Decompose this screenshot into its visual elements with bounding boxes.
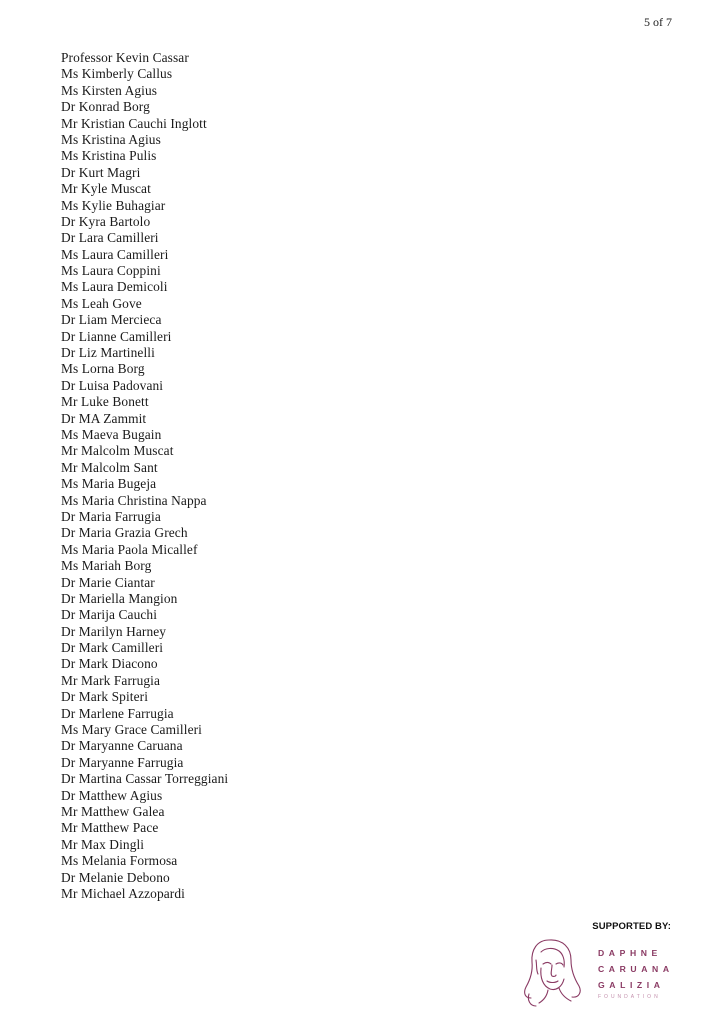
list-item: Dr Marija Cauchi — [61, 607, 158, 623]
list-item: Dr Mark Spiteri — [61, 689, 149, 705]
logo-line-daphne: DAPHNE — [598, 948, 662, 958]
list-item: Mr Matthew Pace — [61, 820, 159, 836]
list-item: Mr Malcolm Sant — [61, 459, 158, 475]
list-item: Mr Malcolm Muscat — [61, 443, 174, 459]
logo-line-foundation: FOUNDATION — [598, 994, 661, 1000]
list-item: Dr Maryanne Farrugia — [61, 754, 184, 770]
list-item: Dr Lianne Camilleri — [61, 328, 172, 344]
list-item: Ms Laura Camilleri — [61, 246, 169, 262]
list-item: Dr Maryanne Caruana — [61, 738, 183, 754]
list-item: Dr Marlene Farrugia — [61, 705, 174, 721]
list-item: Ms Kristina Pulis — [61, 148, 157, 164]
list-item: Ms Kristina Agius — [61, 131, 161, 147]
list-item: Dr Marie Ciantar — [61, 574, 155, 590]
list-item: Ms Maria Christina Nappa — [61, 492, 207, 508]
list-item: Dr Matthew Agius — [61, 787, 163, 803]
foundation-logo — [519, 934, 699, 1009]
list-item: Dr Liz Martinelli — [61, 345, 155, 361]
list-item: Dr Luisa Padovani — [61, 377, 164, 393]
list-item: Ms Maeva Bugain — [61, 426, 162, 442]
logo-line-caruana: CARUANA — [598, 964, 674, 974]
list-item: Ms Laura Demicoli — [61, 279, 168, 295]
list-item: Ms Mary Grace Camilleri — [61, 722, 202, 738]
foundation-logo-text — [598, 945, 674, 1001]
list-item: Ms Maria Paola Micallef — [61, 541, 198, 557]
list-item: Mr Michael Azzopardi — [61, 885, 185, 901]
list-item: Dr Martina Cassar Torreggiani — [61, 771, 229, 787]
list-item: Mr Max Dingli — [61, 836, 145, 852]
list-item: Professor Kevin Cassar — [61, 50, 189, 65]
list-item: Dr Mark Camilleri — [61, 640, 164, 656]
list-item: Ms Kimberly Callus — [61, 66, 173, 82]
list-item: Ms Maria Bugeja — [61, 476, 157, 492]
logo-line-galizia: GALIZIA — [598, 980, 665, 990]
list-item: Dr Liam Mercieca — [61, 312, 162, 328]
list-item: Mr Kristian Cauchi Inglott — [61, 115, 207, 131]
list-item: Dr Lara Camilleri — [61, 230, 159, 246]
list-item: Ms Lorna Borg — [61, 361, 145, 377]
page-number: 5 of 7 — [644, 15, 672, 29]
list-item: Dr MA Zammit — [61, 410, 147, 426]
list-item: Dr Mariella Mangion — [61, 590, 178, 606]
list-item: Ms Laura Coppini — [61, 263, 161, 279]
list-item: Ms Mariah Borg — [61, 558, 152, 574]
list-item: Dr Marilyn Harney — [61, 623, 167, 639]
list-item: Ms Leah Gove — [61, 295, 142, 311]
list-item: Dr Maria Grazia Grech — [61, 525, 188, 541]
list-item: Ms Kirsten Agius — [61, 82, 158, 98]
list-item: Dr Konrad Borg — [61, 99, 150, 115]
list-item: Mr Mark Farrugia — [61, 672, 161, 688]
names-list — [61, 50, 228, 902]
list-item: Dr Melanie Debono — [61, 869, 170, 885]
list-item: Mr Luke Bonett — [61, 394, 149, 410]
list-item: Dr Mark Diacono — [61, 656, 158, 672]
list-item: Dr Maria Farrugia — [61, 508, 161, 524]
list-item: Mr Matthew Galea — [61, 803, 165, 819]
list-item: Ms Melania Formosa — [61, 853, 178, 869]
portrait-line-drawing-icon — [519, 934, 585, 1009]
list-item: Dr Kurt Magri — [61, 164, 141, 180]
list-item: Ms Kylie Buhagiar — [61, 197, 166, 213]
list-item: Dr Kyra Bartolo — [61, 213, 151, 229]
list-item: Mr Kyle Muscat — [61, 181, 151, 197]
supported-by-label: SUPPORTED BY: — [592, 921, 671, 932]
